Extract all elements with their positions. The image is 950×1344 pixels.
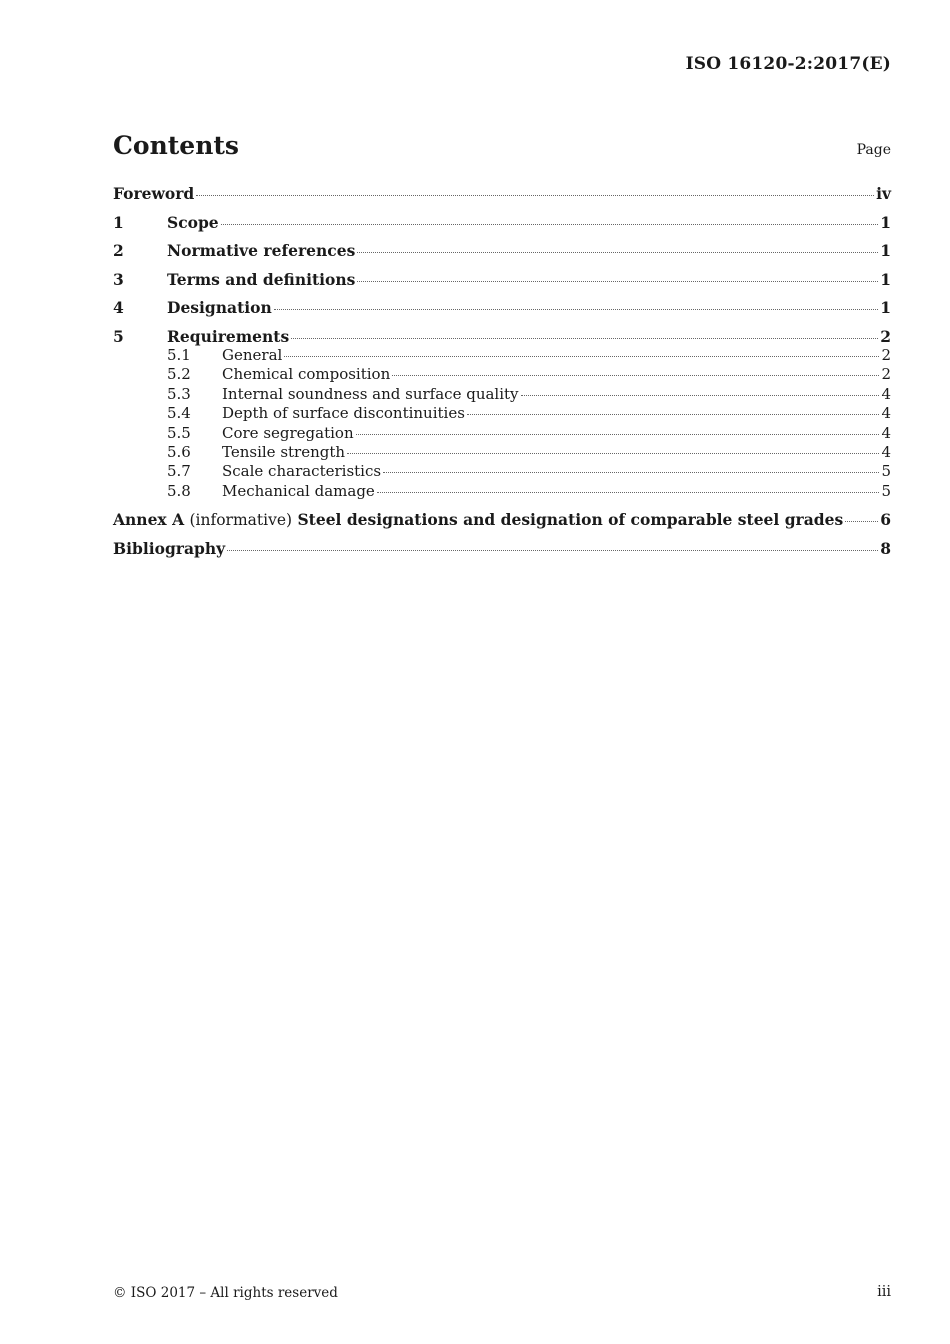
- dot-leader: [383, 472, 879, 473]
- annex-kind: (informative): [189, 511, 293, 530]
- toc-entry-page: 1: [880, 212, 891, 232]
- toc-entry-title: Foreword: [113, 184, 195, 203]
- toc-entry-page: 1: [880, 241, 891, 261]
- dot-leader: [357, 252, 878, 253]
- toc-entry-page: 8: [880, 539, 891, 559]
- toc-entry-page: 5: [881, 481, 891, 500]
- toc-entry-title: Normative references: [167, 241, 356, 261]
- toc-entry-number: 3: [113, 269, 124, 289]
- toc-entry-page: 6: [880, 510, 891, 530]
- toc-entry-number: 5: [113, 326, 124, 346]
- toc-entry-number: 5.7: [167, 462, 191, 481]
- toc-entry-page: 4: [881, 404, 891, 423]
- dot-leader: [356, 434, 880, 435]
- toc-entry-number: 5.1: [167, 345, 191, 364]
- toc-entry-title: Chemical composition: [222, 365, 391, 384]
- toc-entry-number: 5.3: [167, 384, 191, 403]
- dot-leader: [357, 281, 878, 282]
- dot-leader: [221, 224, 879, 225]
- dot-leader: [274, 309, 878, 310]
- toc-entry-page: 1: [880, 269, 891, 289]
- dot-leader: [467, 414, 880, 415]
- toc-entry-number: 5.4: [167, 404, 191, 423]
- toc-entry-page: 4: [881, 442, 891, 461]
- toc-entry-scope[interactable]: [113, 213, 891, 242]
- annex-label: Annex A: [113, 510, 185, 530]
- toc-entry-title: Internal soundness and surface quality: [222, 384, 519, 403]
- copyright-notice: © ISO 2017 – All rights reserved: [113, 1285, 338, 1301]
- toc-entry-number: 5.2: [167, 365, 191, 384]
- page-column-label: Page: [856, 142, 891, 158]
- toc-subentry-general[interactable]: [113, 346, 891, 365]
- toc-entry-title: General: [222, 345, 283, 364]
- toc-entry-page: 1: [880, 298, 891, 318]
- toc-entry-title: Scope: [167, 212, 219, 232]
- toc-entry-page: 4: [881, 423, 891, 442]
- dot-leader: [196, 195, 874, 196]
- toc-subentry-mechanical-damage[interactable]: [113, 482, 891, 501]
- dot-leader: [227, 550, 878, 551]
- dot-leader: [377, 492, 880, 493]
- toc-entry-title: Mechanical damage: [222, 481, 375, 500]
- toc-entry-title: Steel designations and designation of comparable steel grades: [297, 510, 844, 530]
- toc-entry-number: 2: [113, 241, 124, 261]
- toc-entry-title: Depth of surface discontinuities: [222, 404, 465, 423]
- toc-entry-page: 2: [881, 365, 891, 384]
- document-id: ISO 16120-2:2017(E): [685, 54, 891, 74]
- toc-entry-annex-a[interactable]: [113, 510, 891, 539]
- dot-leader: [347, 453, 879, 454]
- toc-entry-title: Designation: [167, 298, 272, 318]
- dot-leader: [392, 375, 879, 376]
- toc-entry-number: 5.5: [167, 423, 191, 442]
- toc-entry-page: 2: [881, 345, 891, 364]
- toc-subentry-internal-soundness[interactable]: [113, 385, 891, 404]
- toc-entry-designation[interactable]: [113, 298, 891, 327]
- toc-subentry-chemical-composition[interactable]: [113, 365, 891, 384]
- toc-entry-title: Tensile strength: [222, 442, 346, 461]
- toc-subentry-core-segregation[interactable]: [113, 424, 891, 443]
- toc-entry-title: Requirements: [167, 326, 290, 346]
- toc-entry-terms-and-definitions[interactable]: [113, 270, 891, 299]
- page-number: iii: [877, 1284, 891, 1300]
- toc-entry-number: 4: [113, 298, 124, 318]
- toc-entry-page: 4: [881, 384, 891, 403]
- toc-entry-bibliography[interactable]: [113, 539, 891, 568]
- toc-entry-title: Scale characteristics: [222, 462, 382, 481]
- toc-entry-page: 5: [881, 462, 891, 481]
- toc-entry-page: iv: [876, 184, 891, 203]
- dot-leader: [291, 338, 878, 339]
- dot-leader: [284, 356, 879, 357]
- toc-entry-title: Bibliography: [113, 539, 226, 559]
- toc-entry-title: Terms and definitions: [167, 269, 356, 289]
- toc-entry-title: Core segregation: [222, 423, 354, 442]
- dot-leader: [845, 521, 878, 522]
- toc-entry-number: 5.6: [167, 442, 191, 461]
- dot-leader: [521, 395, 880, 396]
- toc-entry-page: 2: [880, 326, 891, 346]
- toc-subentry-scale-characteristics[interactable]: [113, 462, 891, 481]
- toc-entry-normative-references[interactable]: [113, 241, 891, 270]
- toc-entry-number: 1: [113, 212, 124, 232]
- table-of-contents: [113, 184, 891, 568]
- toc-entry-foreword[interactable]: [113, 184, 891, 213]
- toc-subentry-depth-of-surface-discontinuities[interactable]: [113, 404, 891, 423]
- toc-entry-number: 5.8: [167, 481, 191, 500]
- toc-subentry-tensile-strength[interactable]: [113, 443, 891, 462]
- contents-heading: Contents: [113, 131, 240, 160]
